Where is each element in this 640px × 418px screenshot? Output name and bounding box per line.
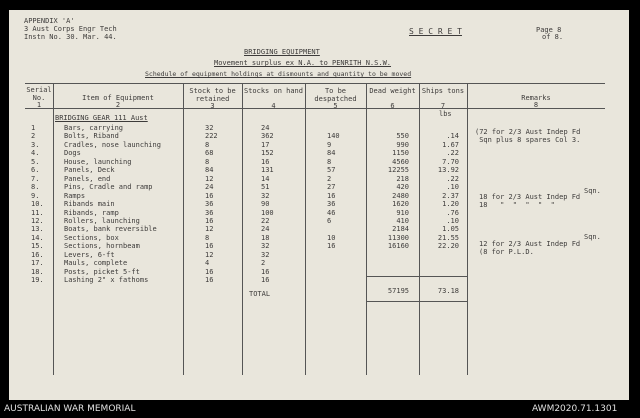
header-remarks-num: 8 — [533, 101, 539, 109]
remarks-2: 18 for 2/3 Aust Indep Fd 18 " " " " " — [479, 193, 581, 210]
document-page — [9, 10, 629, 400]
remarks-3: 12 for 2/3 Aust Indep Fd (8 for P.L.D. — [479, 240, 581, 257]
col-divider — [242, 83, 243, 375]
serial-column: 1 2 3. 4. 5. 6. 7. 8. 9. 10. 11. 12. 13. 14. 15. 16. 17. 18. 19. — [31, 124, 44, 285]
secret-label: S E C R E T — [409, 27, 462, 36]
col-divider — [305, 83, 306, 375]
page-total: of 8. — [542, 33, 564, 41]
header-weight-num: 6 — [390, 102, 395, 110]
header-remarks: Remarks — [521, 94, 551, 102]
header-item: Item of Equipment — [82, 94, 154, 102]
despatched-column: 140 9 84 8 57 2 27 16 36 46 6 10 16 — [327, 132, 340, 251]
header-tons-num: 7 — [440, 102, 446, 110]
page-number: Page 8 — [536, 26, 562, 34]
col-divider — [366, 83, 367, 375]
corps-label: 3 Aust Corps Engr Tech — [24, 25, 117, 33]
weight-column: 550 990 1150 4560 12255 218 420 2480 1620 910 410 2184 11300 16160 — [387, 132, 409, 251]
total-tons: 73.18 — [437, 287, 459, 295]
header-retained-num: 3 — [210, 102, 215, 110]
header-tons: Ships tons — [421, 87, 465, 95]
header-despatched: To be despatched — [314, 87, 357, 103]
section-label: BRIDGING GEAR 111 Aust — [55, 114, 148, 122]
instruction-label: Instn No. 30. Mar. 44. — [24, 33, 117, 41]
remarks-3-tag: Sqn. — [584, 233, 601, 241]
tons-unit: lbs — [439, 110, 452, 118]
footer-id: AWM2020.71.1301 — [532, 404, 618, 414]
total-weight: 57195 — [387, 287, 409, 295]
footer-source: AUSTRALIAN WAR MEMORIAL — [4, 404, 136, 414]
header-despatched-num: 5 — [333, 102, 338, 110]
table-top-rule — [25, 83, 605, 84]
remarks-2-tag: Sqn. — [584, 187, 601, 195]
header-weight: Dead weight — [369, 87, 416, 95]
onhand-column: 24 362 17 152 16 131 14 51 32 90 100 22 24 18 32 32 2 16 16 — [261, 124, 274, 285]
total-label: TOTAL — [249, 290, 271, 298]
tons-column: .14 1.67 .22 7.70 13.92 .22 .10 2.37 1.20 .76 .10 1.05 21.55 22.20 — [437, 132, 459, 251]
header-item-num: 2 — [115, 101, 121, 109]
item-column: Bars, carrying Bolts, Riband Cradles, nose launching Dogs House, launching Panels, Deck Panels, end Pins, Cradle and ramp Ramps Ribands main Ribands, ramp Rollers, launching Boats, bank reversible Sections, box Sections, hornbeam Levers, 6-ft Mauls, complete Posts, picket 5-ft Lashing 2" x fathoms — [64, 124, 161, 285]
header-serial-num: 1 — [36, 101, 42, 109]
header-retained: Stock to be retained — [189, 87, 236, 103]
retained-column: 32 222 8 68 8 84 12 24 16 36 36 16 12 8 16 12 4 16 16 — [205, 124, 218, 285]
doc-subtitle: Movement surplus ex N.A. to PENRITH N.S.W. — [214, 59, 392, 67]
doc-schedule: Schedule of equipment holdings at dismounts and quantity to be moved — [145, 70, 412, 78]
header-onhand: Stocks on hand — [243, 87, 303, 95]
col-divider — [467, 83, 468, 375]
col-divider — [53, 83, 54, 375]
doc-title: BRIDGING EQUIPMENT — [244, 48, 320, 56]
header-onhand-num: 4 — [271, 102, 276, 110]
appendix-label: APPENDIX 'A' — [24, 17, 75, 25]
col-divider — [183, 83, 184, 375]
total-bottom-rule — [366, 301, 467, 302]
remarks-1: (72 for 2/3 Aust Indep Fd Sqn plus 8 spares Col 3. — [475, 128, 581, 145]
header-serial: Serial No. — [26, 86, 52, 102]
